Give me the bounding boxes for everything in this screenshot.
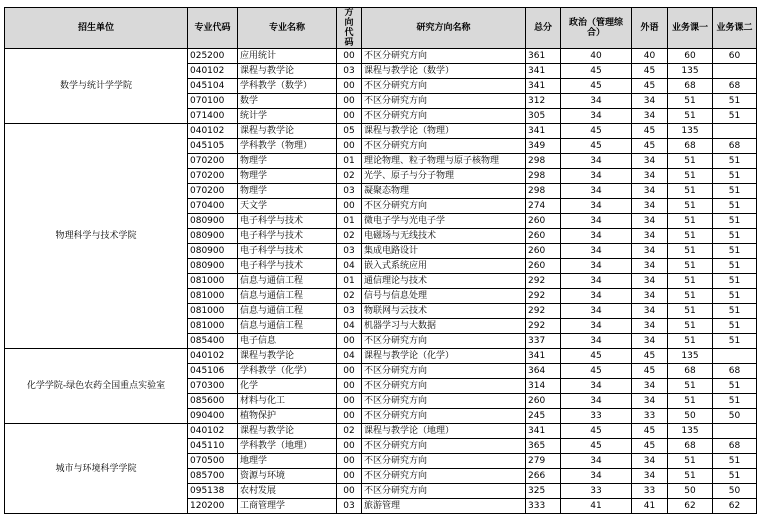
course-one-score-cell: 51 [668, 169, 713, 184]
direction-name-cell: 课程与教学论（化学） [362, 349, 526, 364]
table-row [5, 424, 757, 439]
course-two-score-cell: 68 [713, 364, 757, 379]
politics-score-cell: 45 [561, 364, 632, 379]
politics-score-cell: 34 [561, 274, 632, 289]
foreign-language-score-cell: 41 [632, 499, 668, 514]
course-one-score-cell: 51 [668, 319, 713, 334]
course-two-score-cell: 60 [713, 49, 757, 64]
unit-cell: 化学学院-绿色农药全国重点实验室 [5, 349, 188, 424]
course-two-score-cell: 51 [713, 394, 757, 409]
direction-code-cell: 00 [337, 394, 362, 409]
foreign-language-score-cell: 45 [632, 424, 668, 439]
course-one-score-cell: 135 [668, 424, 713, 439]
politics-score-cell: 33 [561, 409, 632, 424]
major-code-cell: 070400 [188, 199, 238, 214]
course-one-score-cell: 51 [668, 274, 713, 289]
major-name-cell: 电子科学与技术 [238, 229, 337, 244]
course-one-score-cell: 50 [668, 484, 713, 499]
direction-name-cell: 理论物理、粒子物理与原子核物理 [362, 154, 526, 169]
major-code-cell: 070100 [188, 94, 238, 109]
major-code-cell: 085700 [188, 469, 238, 484]
course-two-score-cell: 51 [713, 94, 757, 109]
major-name-cell: 信息与通信工程 [238, 274, 337, 289]
table-row [5, 349, 757, 364]
major-code-cell: 070300 [188, 379, 238, 394]
foreign-language-score-cell: 34 [632, 394, 668, 409]
unit-cell: 数学与统计学学院 [5, 49, 188, 124]
header-course-two: 业务课二 [713, 8, 757, 49]
direction-code-cell: 00 [337, 439, 362, 454]
major-name-cell: 农村发展 [238, 484, 337, 499]
direction-name-cell: 不区分研究方向 [362, 109, 526, 124]
major-name-cell: 信息与通信工程 [238, 304, 337, 319]
course-one-score-cell: 51 [668, 259, 713, 274]
total-score-cell: 333 [526, 499, 561, 514]
direction-name-cell: 不区分研究方向 [362, 439, 526, 454]
direction-code-cell: 00 [337, 364, 362, 379]
course-two-score-cell: 68 [713, 439, 757, 454]
politics-score-cell: 34 [561, 394, 632, 409]
total-score-cell: 364 [526, 364, 561, 379]
course-one-score-cell: 135 [668, 64, 713, 79]
header-unit: 招生单位 [5, 8, 188, 49]
course-two-score-cell: 51 [713, 259, 757, 274]
header-politics: 政治（管理综合） [561, 8, 632, 49]
major-name-cell: 资源与环境 [238, 469, 337, 484]
foreign-language-score-cell: 34 [632, 169, 668, 184]
major-name-cell: 电子科学与技术 [238, 214, 337, 229]
table-row [5, 49, 757, 64]
direction-code-cell: 02 [337, 289, 362, 304]
course-one-score-cell: 51 [668, 184, 713, 199]
total-score-cell: 349 [526, 139, 561, 154]
major-code-cell: 090400 [188, 409, 238, 424]
major-code-cell: 040102 [188, 349, 238, 364]
course-one-score-cell: 51 [668, 154, 713, 169]
header-major-code: 专业代码 [188, 8, 238, 49]
direction-code-cell: 03 [337, 64, 362, 79]
total-score-cell: 260 [526, 394, 561, 409]
total-score-cell: 260 [526, 244, 561, 259]
unit-cell: 物理科学与技术学院 [5, 124, 188, 349]
politics-score-cell: 34 [561, 289, 632, 304]
major-code-cell: 025200 [188, 49, 238, 64]
course-two-score-cell: 51 [713, 334, 757, 349]
direction-name-cell: 通信理论与技术 [362, 274, 526, 289]
total-score-cell: 298 [526, 154, 561, 169]
total-score-cell: 260 [526, 214, 561, 229]
major-code-cell: 045104 [188, 79, 238, 94]
direction-code-cell: 00 [337, 334, 362, 349]
total-score-cell: 266 [526, 469, 561, 484]
total-score-cell: 260 [526, 259, 561, 274]
major-code-cell: 045110 [188, 439, 238, 454]
major-code-cell: 081000 [188, 304, 238, 319]
politics-score-cell: 34 [561, 154, 632, 169]
major-code-cell: 085600 [188, 394, 238, 409]
foreign-language-score-cell: 34 [632, 289, 668, 304]
header-major-name: 专业名称 [238, 8, 337, 49]
course-one-score-cell: 135 [668, 124, 713, 139]
total-score-cell: 292 [526, 319, 561, 334]
total-score-cell: 245 [526, 409, 561, 424]
course-one-score-cell: 51 [668, 199, 713, 214]
major-code-cell: 071400 [188, 109, 238, 124]
major-name-cell: 地理学 [238, 454, 337, 469]
direction-code-cell: 00 [337, 484, 362, 499]
table-row [5, 124, 757, 139]
direction-code-cell: 00 [337, 94, 362, 109]
course-one-score-cell: 51 [668, 379, 713, 394]
direction-name-cell: 光学、原子与分子物理 [362, 169, 526, 184]
total-score-cell: 312 [526, 94, 561, 109]
foreign-language-score-cell: 34 [632, 379, 668, 394]
direction-code-cell: 02 [337, 424, 362, 439]
major-code-cell: 070200 [188, 184, 238, 199]
direction-name-cell: 课程与教学论（地理） [362, 424, 526, 439]
course-two-score-cell: 50 [713, 484, 757, 499]
politics-score-cell: 41 [561, 499, 632, 514]
course-one-score-cell: 51 [668, 334, 713, 349]
foreign-language-score-cell: 45 [632, 124, 668, 139]
course-one-score-cell: 60 [668, 49, 713, 64]
politics-score-cell: 34 [561, 169, 632, 184]
course-one-score-cell: 51 [668, 394, 713, 409]
course-two-score-cell: 51 [713, 469, 757, 484]
foreign-language-score-cell: 34 [632, 319, 668, 334]
unit-cell: 城市与环境科学学院 [5, 424, 188, 514]
total-score-cell: 298 [526, 169, 561, 184]
course-two-score-cell: 68 [713, 139, 757, 154]
major-name-cell: 学科教学（数学） [238, 79, 337, 94]
direction-name-cell: 信号与信息处理 [362, 289, 526, 304]
total-score-cell: 365 [526, 439, 561, 454]
foreign-language-score-cell: 33 [632, 409, 668, 424]
politics-score-cell: 45 [561, 424, 632, 439]
course-one-score-cell: 51 [668, 289, 713, 304]
direction-code-cell: 04 [337, 319, 362, 334]
major-code-cell: 080900 [188, 244, 238, 259]
course-one-score-cell: 68 [668, 139, 713, 154]
direction-name-cell: 微电子学与光电子学 [362, 214, 526, 229]
major-name-cell: 统计学 [238, 109, 337, 124]
foreign-language-score-cell: 34 [632, 334, 668, 349]
course-two-score-cell: 51 [713, 169, 757, 184]
course-one-score-cell: 51 [668, 244, 713, 259]
total-score-cell: 292 [526, 304, 561, 319]
direction-code-cell: 00 [337, 469, 362, 484]
header-direction-code: 方向代码 [337, 8, 362, 49]
course-two-score-cell [713, 349, 757, 364]
major-name-cell: 电子科学与技术 [238, 259, 337, 274]
direction-code-cell: 03 [337, 499, 362, 514]
course-one-score-cell: 51 [668, 229, 713, 244]
major-name-cell: 应用统计 [238, 49, 337, 64]
major-name-cell: 天文学 [238, 199, 337, 214]
major-name-cell: 学科教学（化学） [238, 364, 337, 379]
direction-name-cell: 凝聚态物理 [362, 184, 526, 199]
foreign-language-score-cell: 45 [632, 64, 668, 79]
major-name-cell: 材料与化工 [238, 394, 337, 409]
course-one-score-cell: 68 [668, 439, 713, 454]
foreign-language-score-cell: 34 [632, 109, 668, 124]
politics-score-cell: 45 [561, 124, 632, 139]
course-two-score-cell: 51 [713, 379, 757, 394]
direction-name-cell: 不区分研究方向 [362, 79, 526, 94]
major-name-cell: 化学 [238, 379, 337, 394]
politics-score-cell: 34 [561, 379, 632, 394]
major-name-cell: 物理学 [238, 154, 337, 169]
course-one-score-cell: 51 [668, 454, 713, 469]
direction-code-cell: 04 [337, 349, 362, 364]
politics-score-cell: 34 [561, 319, 632, 334]
politics-score-cell: 34 [561, 229, 632, 244]
politics-score-cell: 34 [561, 304, 632, 319]
foreign-language-score-cell: 45 [632, 139, 668, 154]
total-score-cell: 260 [526, 229, 561, 244]
direction-code-cell: 04 [337, 259, 362, 274]
admission-score-table [4, 7, 757, 514]
major-code-cell: 080900 [188, 214, 238, 229]
direction-code-cell: 00 [337, 454, 362, 469]
major-name-cell: 电子科学与技术 [238, 244, 337, 259]
major-name-cell: 物理学 [238, 169, 337, 184]
direction-name-cell: 不区分研究方向 [362, 139, 526, 154]
course-two-score-cell: 51 [713, 154, 757, 169]
course-one-score-cell: 51 [668, 109, 713, 124]
politics-score-cell: 45 [561, 64, 632, 79]
major-code-cell: 070200 [188, 154, 238, 169]
politics-score-cell: 34 [561, 454, 632, 469]
direction-code-cell: 00 [337, 199, 362, 214]
major-code-cell: 095138 [188, 484, 238, 499]
major-code-cell: 085400 [188, 334, 238, 349]
major-name-cell: 信息与通信工程 [238, 319, 337, 334]
direction-name-cell: 旅游管理 [362, 499, 526, 514]
foreign-language-score-cell: 34 [632, 304, 668, 319]
major-name-cell: 物理学 [238, 184, 337, 199]
politics-score-cell: 34 [561, 109, 632, 124]
course-one-score-cell: 62 [668, 499, 713, 514]
header-row [5, 8, 757, 49]
course-one-score-cell: 68 [668, 79, 713, 94]
total-score-cell: 314 [526, 379, 561, 394]
course-two-score-cell: 51 [713, 244, 757, 259]
course-two-score-cell [713, 124, 757, 139]
major-name-cell: 课程与教学论 [238, 424, 337, 439]
politics-score-cell: 34 [561, 334, 632, 349]
course-two-score-cell: 62 [713, 499, 757, 514]
foreign-language-score-cell: 45 [632, 364, 668, 379]
politics-score-cell: 34 [561, 244, 632, 259]
politics-score-cell: 34 [561, 184, 632, 199]
direction-name-cell: 不区分研究方向 [362, 379, 526, 394]
foreign-language-score-cell: 34 [632, 469, 668, 484]
course-two-score-cell: 51 [713, 214, 757, 229]
politics-score-cell: 33 [561, 484, 632, 499]
politics-score-cell: 34 [561, 259, 632, 274]
politics-score-cell: 40 [561, 49, 632, 64]
total-score-cell: 292 [526, 274, 561, 289]
course-two-score-cell [713, 64, 757, 79]
direction-code-cell: 00 [337, 49, 362, 64]
header-course-one: 业务课一 [668, 8, 713, 49]
major-name-cell: 信息与通信工程 [238, 289, 337, 304]
foreign-language-score-cell: 40 [632, 49, 668, 64]
major-name-cell: 学科教学（物理） [238, 139, 337, 154]
course-one-score-cell: 51 [668, 214, 713, 229]
total-score-cell: 361 [526, 49, 561, 64]
course-two-score-cell: 51 [713, 454, 757, 469]
total-score-cell: 325 [526, 484, 561, 499]
foreign-language-score-cell: 34 [632, 214, 668, 229]
direction-name-cell: 不区分研究方向 [362, 199, 526, 214]
direction-code-cell: 05 [337, 124, 362, 139]
direction-code-cell: 03 [337, 244, 362, 259]
foreign-language-score-cell: 34 [632, 199, 668, 214]
direction-name-cell: 不区分研究方向 [362, 49, 526, 64]
foreign-language-score-cell: 34 [632, 184, 668, 199]
course-one-score-cell: 51 [668, 304, 713, 319]
header-foreign-language: 外语 [632, 8, 668, 49]
major-code-cell: 040102 [188, 124, 238, 139]
direction-name-cell: 不区分研究方向 [362, 334, 526, 349]
direction-name-cell: 物联网与云技术 [362, 304, 526, 319]
direction-name-cell: 不区分研究方向 [362, 394, 526, 409]
major-name-cell: 工商管理学 [238, 499, 337, 514]
course-two-score-cell: 51 [713, 229, 757, 244]
direction-code-cell: 00 [337, 409, 362, 424]
total-score-cell: 305 [526, 109, 561, 124]
foreign-language-score-cell: 34 [632, 94, 668, 109]
total-score-cell: 298 [526, 184, 561, 199]
major-code-cell: 045105 [188, 139, 238, 154]
major-code-cell: 040102 [188, 424, 238, 439]
course-two-score-cell: 51 [713, 109, 757, 124]
course-two-score-cell: 51 [713, 304, 757, 319]
major-code-cell: 080900 [188, 259, 238, 274]
politics-score-cell: 45 [561, 139, 632, 154]
major-name-cell: 课程与教学论 [238, 64, 337, 79]
politics-score-cell: 34 [561, 469, 632, 484]
major-code-cell: 045106 [188, 364, 238, 379]
course-two-score-cell: 51 [713, 319, 757, 334]
major-code-cell: 070500 [188, 454, 238, 469]
major-code-cell: 081000 [188, 319, 238, 334]
major-name-cell: 课程与教学论 [238, 124, 337, 139]
foreign-language-score-cell: 34 [632, 454, 668, 469]
major-name-cell: 植物保护 [238, 409, 337, 424]
total-score-cell: 341 [526, 349, 561, 364]
foreign-language-score-cell: 34 [632, 259, 668, 274]
total-score-cell: 341 [526, 124, 561, 139]
direction-name-cell: 不区分研究方向 [362, 364, 526, 379]
direction-name-cell: 机器学习与大数据 [362, 319, 526, 334]
foreign-language-score-cell: 33 [632, 484, 668, 499]
total-score-cell: 279 [526, 454, 561, 469]
major-code-cell: 120200 [188, 499, 238, 514]
direction-name-cell: 嵌入式系统应用 [362, 259, 526, 274]
total-score-cell: 341 [526, 424, 561, 439]
foreign-language-score-cell: 45 [632, 439, 668, 454]
course-one-score-cell: 51 [668, 94, 713, 109]
total-score-cell: 341 [526, 64, 561, 79]
course-one-score-cell: 68 [668, 364, 713, 379]
direction-code-cell: 00 [337, 379, 362, 394]
major-name-cell: 数学 [238, 94, 337, 109]
course-two-score-cell: 51 [713, 289, 757, 304]
major-code-cell: 081000 [188, 274, 238, 289]
course-one-score-cell: 50 [668, 409, 713, 424]
course-two-score-cell: 51 [713, 184, 757, 199]
total-score-cell: 337 [526, 334, 561, 349]
direction-name-cell: 不区分研究方向 [362, 484, 526, 499]
direction-name-cell: 不区分研究方向 [362, 94, 526, 109]
foreign-language-score-cell: 34 [632, 154, 668, 169]
politics-score-cell: 45 [561, 349, 632, 364]
direction-code-cell: 00 [337, 139, 362, 154]
politics-score-cell: 45 [561, 79, 632, 94]
major-code-cell: 070200 [188, 169, 238, 184]
foreign-language-score-cell: 34 [632, 274, 668, 289]
major-code-cell: 081000 [188, 289, 238, 304]
direction-name-cell: 不区分研究方向 [362, 469, 526, 484]
foreign-language-score-cell: 45 [632, 349, 668, 364]
course-one-score-cell: 51 [668, 469, 713, 484]
course-one-score-cell: 135 [668, 349, 713, 364]
course-two-score-cell [713, 424, 757, 439]
direction-code-cell: 01 [337, 154, 362, 169]
foreign-language-score-cell: 45 [632, 79, 668, 94]
foreign-language-score-cell: 34 [632, 229, 668, 244]
total-score-cell: 292 [526, 289, 561, 304]
direction-name-cell: 课程与教学论（数学） [362, 64, 526, 79]
direction-name-cell: 课程与教学论（物理） [362, 124, 526, 139]
politics-score-cell: 34 [561, 94, 632, 109]
direction-name-cell: 集成电路设计 [362, 244, 526, 259]
direction-code-cell: 01 [337, 274, 362, 289]
direction-code-cell: 02 [337, 169, 362, 184]
header-total: 总分 [526, 8, 561, 49]
direction-code-cell: 02 [337, 229, 362, 244]
major-code-cell: 080900 [188, 229, 238, 244]
course-two-score-cell: 68 [713, 79, 757, 94]
direction-code-cell: 03 [337, 184, 362, 199]
politics-score-cell: 34 [561, 199, 632, 214]
course-two-score-cell: 50 [713, 409, 757, 424]
header-direction-name: 研究方向名称 [362, 8, 526, 49]
politics-score-cell: 34 [561, 214, 632, 229]
direction-name-cell: 不区分研究方向 [362, 409, 526, 424]
direction-code-cell: 00 [337, 79, 362, 94]
major-name-cell: 课程与教学论 [238, 349, 337, 364]
politics-score-cell: 45 [561, 439, 632, 454]
major-code-cell: 040102 [188, 64, 238, 79]
major-name-cell: 学科教学（地理） [238, 439, 337, 454]
direction-name-cell: 不区分研究方向 [362, 454, 526, 469]
direction-code-cell: 03 [337, 304, 362, 319]
direction-code-cell: 01 [337, 214, 362, 229]
direction-code-cell: 00 [337, 109, 362, 124]
foreign-language-score-cell: 34 [632, 244, 668, 259]
course-two-score-cell: 51 [713, 274, 757, 289]
course-two-score-cell: 51 [713, 199, 757, 214]
major-name-cell: 电子信息 [238, 334, 337, 349]
total-score-cell: 341 [526, 79, 561, 94]
direction-name-cell: 电磁场与无线技术 [362, 229, 526, 244]
total-score-cell: 274 [526, 199, 561, 214]
